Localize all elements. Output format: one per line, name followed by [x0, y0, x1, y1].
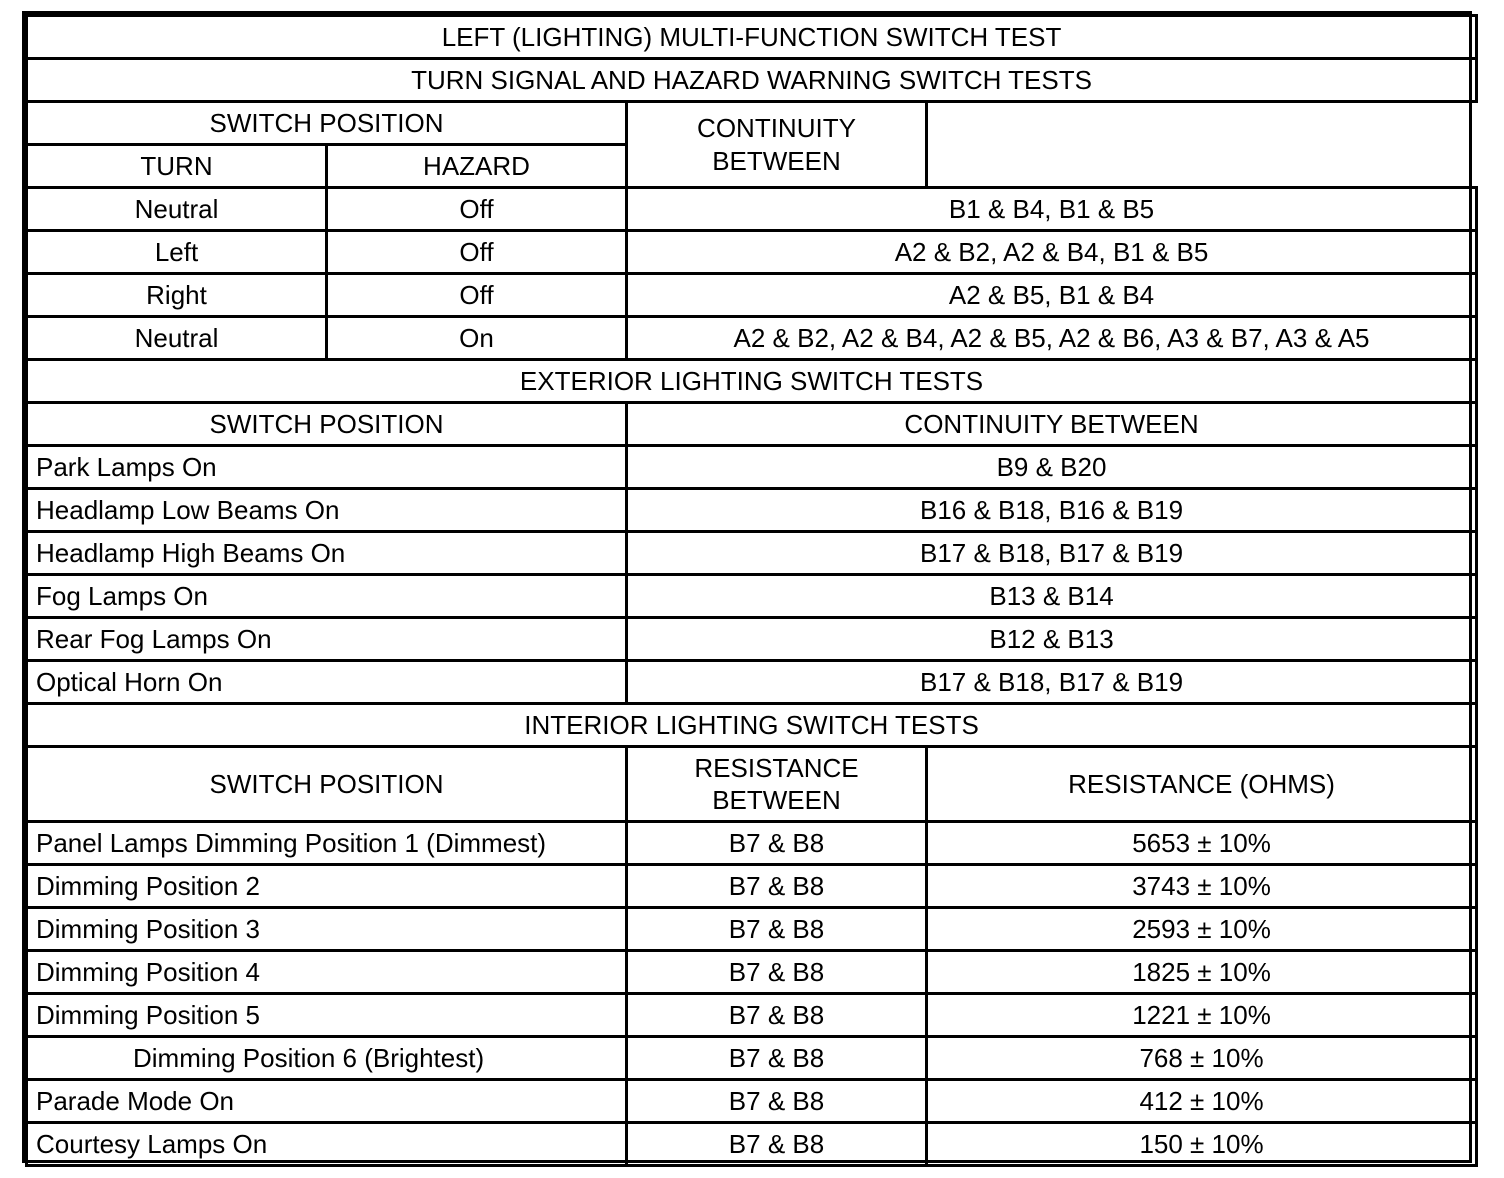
table-row — [27, 446, 1477, 489]
between-cell: B7 & B8 — [627, 822, 927, 865]
turn-header: TURN — [27, 145, 327, 188]
ohms-cell: 5653 ± 10% — [927, 822, 1477, 865]
interior-heading: INTERIOR LIGHTING SWITCH TESTS — [27, 704, 1477, 747]
position-cell: Panel Lamps Dimming Position 1 (Dimmest) — [27, 822, 627, 865]
position-cell: Headlamp High Beams On — [27, 532, 627, 575]
position-cell: Courtesy Lamps On — [27, 1123, 627, 1166]
table-title: LEFT (LIGHTING) MULTI-FUNCTION SWITCH TEST — [27, 16, 1477, 59]
continuity-cell: B12 & B13 — [627, 618, 1477, 661]
table-row — [27, 489, 1477, 532]
ohms-cell: 1221 ± 10% — [927, 994, 1477, 1037]
continuity-cell: B17 & B18, B17 & B19 — [627, 661, 1477, 704]
resistance-between-line1: RESISTANCE — [694, 752, 859, 783]
between-cell: B7 & B8 — [627, 951, 927, 994]
turn-cell: Left — [27, 231, 327, 274]
ohms-cell: 1825 ± 10% — [927, 951, 1477, 994]
continuity-header-line2: BETWEEN — [712, 145, 841, 176]
switch-test-table — [25, 14, 1478, 1167]
table-row — [27, 532, 1477, 575]
table-row — [27, 1123, 1477, 1166]
position-cell: Rear Fog Lamps On — [27, 618, 627, 661]
table-row — [27, 994, 1477, 1037]
turn-cell: Right — [27, 274, 327, 317]
continuity-cell: B16 & B18, B16 & B19 — [627, 489, 1477, 532]
table-row — [27, 822, 1477, 865]
ohms-cell: 768 ± 10% — [927, 1037, 1477, 1080]
continuity-cell: A2 & B5, B1 & B4 — [627, 274, 1477, 317]
table-row — [27, 865, 1477, 908]
interior-switch-position-header: SWITCH POSITION — [27, 747, 627, 822]
turn-hazard-switch-position-header: SWITCH POSITION — [27, 102, 627, 145]
hazard-cell: Off — [327, 231, 627, 274]
table-row — [27, 317, 1477, 360]
continuity-header-line1: CONTINUITY — [697, 113, 856, 143]
table-row — [27, 951, 1477, 994]
between-cell: B7 & B8 — [627, 908, 927, 951]
continuity-cell: A2 & B2, A2 & B4, A2 & B5, A2 & B6, A3 & B7, A3 & A5 — [627, 317, 1477, 360]
position-cell: Park Lamps On — [27, 446, 627, 489]
between-cell: B7 & B8 — [627, 994, 927, 1037]
exterior-heading: EXTERIOR LIGHTING SWITCH TESTS — [27, 360, 1477, 403]
table-row — [27, 231, 1477, 274]
ohms-cell: 2593 ± 10% — [927, 908, 1477, 951]
turn-cell: Neutral — [27, 317, 327, 360]
position-cell: Dimming Position 3 — [27, 908, 627, 951]
resistance-between-header — [627, 747, 927, 822]
continuity-cell: B1 & B4, B1 & B5 — [627, 188, 1477, 231]
resistance-ohms-header: RESISTANCE (OHMS) — [927, 747, 1477, 822]
table-row — [27, 575, 1477, 618]
position-cell: Parade Mode On — [27, 1080, 627, 1123]
hazard-cell: Off — [327, 188, 627, 231]
continuity-cell: B9 & B20 — [627, 446, 1477, 489]
exterior-continuity-header: CONTINUITY BETWEEN — [627, 403, 1477, 446]
resistance-between-line2: BETWEEN — [712, 785, 841, 815]
table-row — [27, 661, 1477, 704]
turn-hazard-heading: TURN SIGNAL AND HAZARD WARNING SWITCH TESTS — [27, 59, 1477, 102]
ohms-cell: 412 ± 10% — [927, 1080, 1477, 1123]
between-cell: B7 & B8 — [627, 1037, 927, 1080]
ohms-cell: 150 ± 10% — [927, 1123, 1477, 1166]
continuity-cell: B17 & B18, B17 & B19 — [627, 532, 1477, 575]
position-cell: Fog Lamps On — [27, 575, 627, 618]
turn-cell: Neutral — [27, 188, 327, 231]
turn-hazard-continuity-header — [627, 102, 927, 188]
ohms-cell: 3743 ± 10% — [927, 865, 1477, 908]
table-row — [27, 274, 1477, 317]
position-cell: Dimming Position 6 (Brightest) — [27, 1037, 627, 1080]
table-row — [27, 908, 1477, 951]
between-cell: B7 & B8 — [627, 865, 927, 908]
table-row — [27, 1080, 1477, 1123]
position-cell: Headlamp Low Beams On — [27, 489, 627, 532]
exterior-switch-position-header: SWITCH POSITION — [27, 403, 627, 446]
switch-test-sheet — [22, 11, 1472, 1163]
table-row — [27, 188, 1477, 231]
table-row — [27, 1037, 1477, 1080]
position-cell: Dimming Position 4 — [27, 951, 627, 994]
position-cell: Dimming Position 5 — [27, 994, 627, 1037]
continuity-cell: B13 & B14 — [627, 575, 1477, 618]
hazard-cell: Off — [327, 274, 627, 317]
position-cell: Dimming Position 2 — [27, 865, 627, 908]
hazard-cell: On — [327, 317, 627, 360]
between-cell: B7 & B8 — [627, 1123, 927, 1166]
blank-header-cell — [927, 102, 1477, 188]
hazard-header: HAZARD — [327, 145, 627, 188]
position-cell: Optical Horn On — [27, 661, 627, 704]
continuity-cell: A2 & B2, A2 & B4, B1 & B5 — [627, 231, 1477, 274]
table-row — [27, 618, 1477, 661]
between-cell: B7 & B8 — [627, 1080, 927, 1123]
